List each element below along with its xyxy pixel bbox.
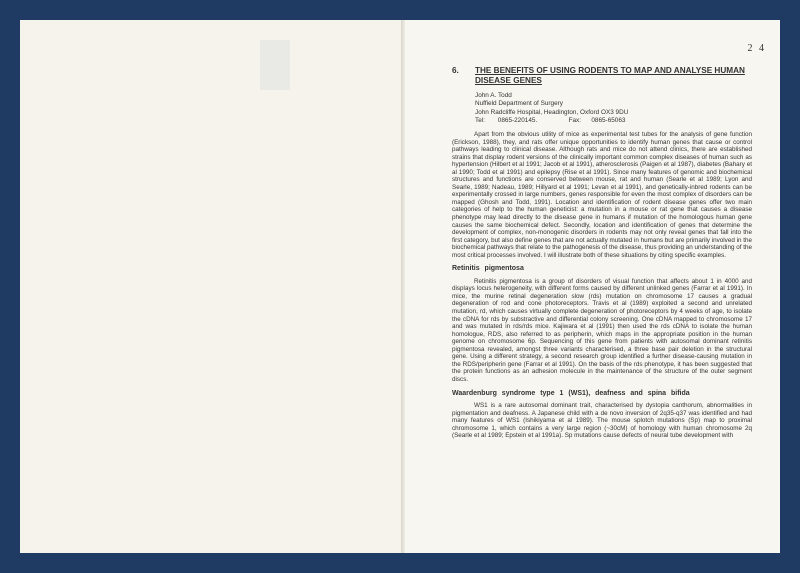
article-number: 6. [452,66,459,75]
tel-number: 0865-220145. [497,117,538,125]
waardenburg-paragraph: WS1 is a rare autosomal dominant trait, characterised by dystopia canthorum, abnormalities in pigmentation and deafness. A Japanese child with a de novo inversion of 2q35-q37 was identified and had many features of WS1 (Ishikiyama et al 1989). The mouse splotch mutations (Sp) map to proximal chromosome 1, which contains a very large region (~30cM) of homology with human chromosome 2q (Searle et al 1989; Epstein et al 1991a). Sp mutations cause defects of neural tube development with [452,402,752,440]
intro-paragraph: Apart from the obvious utility of mice as experimental test tubes for the analysis of gene function (Erickson, 1988), they, and rats offer unique opportunities to identify human genes that cause or control pathways leading to clinical disease. Although rats and mice do not attend clinics, there are established strains that display rodent versions of the clinically important common complex diseases of human such as hypertension (Hilbert et al 1991; Jacob et al 1991), atherosclerosis (Paigen et al 1987), diabetes (Bahary et al 1990; Todd et al 1991) and epilepsy (Rise et al 1991). Since many features of genomic and biochemical structures and functions are conserved between mouse, rat and human (Searle et al 1989; Lyon and Searle, 1989; Nadeau, 1989; Hillyard et al 1991; Levan et al 1991), and genetically-inbred rodents can be experimentally crossed in large numbers, genes responsible for even the most complex of disorders can be mapped (Ghosh and Todd, 1991). Location and identification of rodent disease genes offer two main categories of help to the human geneticist: a mutation in a mouse or rat gene that causes a disease phenotype may lead directly to the disease gene in humans if mutation of the homologous human gene causes the same biochemical defect. Secondly, location and identification of genes that determine the development of complex, non-monogenic disorders in rodents may not only reveal genes that fall into the first category, but also define genes that are not actually mutated in humans but are primarily involved in the biochemical pathways that relate to the pathogenesis of the disease, thus providing an understanding of the most critical processes involved. I will illustrate both of these situations by citing specific examples. [452,131,752,259]
show-through-shadow [260,40,290,90]
right-page [406,20,780,553]
article-body [452,131,752,440]
contact-line [475,117,755,125]
author-name: John A. Todd [475,92,512,99]
author-address: John Radcliffe Hospital, Headington, Oxford OX3 9DU [475,108,629,116]
retinitis-paragraph: Retinitis pigmentosa is a group of disorders of visual function that affects about 1 in 4000 and displays locus heterogeneity, with different forms caused by different unlinked genes (Farrar et al 1991). In mice, the murine retinal degeneration slow (rds) mutation on chromosome 17 causes a gradual degeneration of rod and cone photoreceptors. Travis et al (1989) exploited a second and unrelated mutation, rd, which causes virtually complete degeneration of photoreceptors by 4 weeks of age, to isolate the cDNA for rds by substractive and differential colony screening. One cDNA mapped to chromosome 17 and was mutated in rds/rds mice. Kajiwara et al (1991) then used the rds cDNA to isolate the human homologue, RDS, also referred to as peripherin, which maps in the appropriate position in the human genome on chromosome 6p. Sequencing of this gene from patients with autosomal dominant retinitis pigmentosa revealed, amongst three variants characterised, a three base pair deletion in the structural gene. Using a different strategy, a second research group identified a further disease-causing mutation in the RDS/peripherin gene (Farrar et al 1991). On the basis of the rds phenotype, it has been suggested that the protein functions as an adhesion molecule in the maintenance of the structure of the outer segment discs. [452,277,752,383]
tel-label: Tel: [475,117,485,125]
book-spread [20,20,780,553]
book-gutter [401,20,405,553]
left-page [20,20,402,553]
article-title: THE BENEFITS OF USING RODENTS TO MAP AND ANALYSE HUMAN DISEASE GENES [475,66,745,85]
section-heading-waardenburg: Waardenburg syndrome type 1 (WS1), deafness and spina bifida [452,389,690,397]
fax-number: 0865-65063 [591,117,626,125]
page-number: 2 4 [747,43,766,54]
section-heading-retinitis: Retinitis pigmentosa [452,265,524,273]
author-block [475,92,755,126]
author-department: Nuffield Department of Surgery [475,100,563,108]
fax-label: Fax: [568,117,581,125]
